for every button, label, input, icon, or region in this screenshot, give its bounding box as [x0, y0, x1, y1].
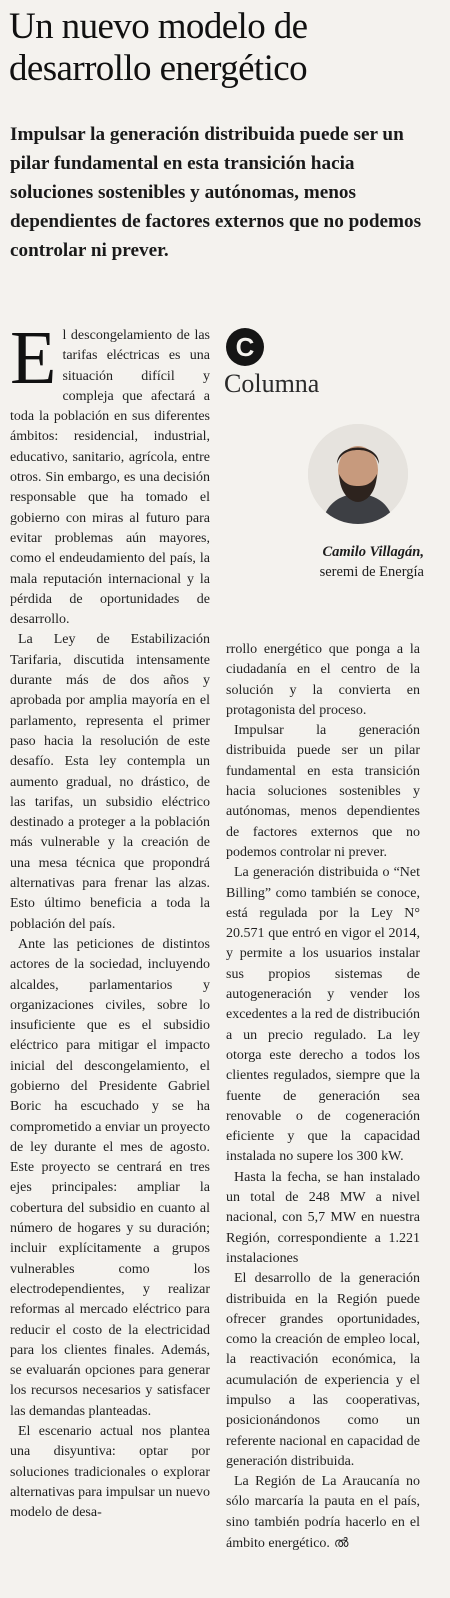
column-right — [226, 640, 420, 1554]
paragraph-1 — [10, 316, 210, 630]
section-label: Columna — [224, 369, 320, 398]
column-badge-icon: C — [226, 328, 264, 366]
article-title — [9, 6, 445, 90]
paragraph-8: Hasta la fecha, se han instalado un total de 248 MW a nivel nacional, con 5,7 MW en nuestra Región, correspondiente a 1.221 instalaciones — [226, 1169, 420, 1266]
paragraph-9: El desarrollo de la generación distribuida en la Región puede ofrecer grandes oportunidades, como la creación de empleo local, la reactivación económica, la acumulación de experiencia y el impulso a las cooperativas, posicionándonos como un referente nacional en capacidad de generación distribuida. — [226, 1271, 420, 1469]
article-lead: Impulsar la generación distribuida puede ser un pilar fundamental en esta transición hacia soluciones sostenibles y autónomas, menos dependientes de factores externos que no podemos controlar ni prever. — [10, 124, 422, 261]
paragraph-10 — [226, 1472, 420, 1554]
paragraph-5: rrollo energético que ponga a la ciudadanía en el centro de la solución y la convierta en protagonista del proceso. — [226, 642, 420, 718]
paragraph-1-text: l descongelamiento de las tarifas eléctricas es una situación difícil y compleja que afectará a toda la población en sus diferentes ámbitos: residencial, industrial, educativo, sanitario, agrícola, entre otros. Sin embargo, es una decisión responsable que ha tomado el gobierno con miras al futuro para evitar problemas aún mayores, como el endeudamiento del país, la mala reputación internacional y la pérdida de oportunidades de desarrollo. — [10, 328, 210, 628]
end-mark-icon: ൽ — [333, 1535, 349, 1551]
author-byline — [320, 542, 424, 582]
paragraph-6: Impulsar la generación distribuida puede ser un pilar fundamental en esta transición hacia soluciones sostenibles y autónomas, menos dependientes de factores externos que no podemos controlar ni prever. — [226, 723, 420, 860]
author-portrait-icon — [308, 424, 408, 524]
author-role: seremi de Energía — [319, 564, 424, 580]
author-photo — [308, 424, 408, 524]
paragraph-3: Ante las peticiones de distintos actores de la sociedad, incluyendo alcaldes, parlamentarios y organizaciones civiles, sobre lo insuficiente que es el subsidio eléctrico para mitigar el impacto inicial del descongelamiento, el gobierno del Presidente Gabriel Boric ha escuchado y se ha comprometido a enviar un proyecto de ley durante el mes de agosto. Este proyecto se centrará en tres ejes principales: ampliar la cobertura del subsidio en cuanto al número de hogares y su duración; incluir explícitamente a grupos vulnerables como los electrodependientes, y realizar reformas al mercado eléctrico para reducir el costo de la electricidad para los clientes finales. Además, se evaluarán opciones para generar los recursos necesarios y satisfacer las demandas planteadas. — [10, 936, 210, 1419]
drop-cap: E — [10, 316, 57, 400]
column-left — [10, 316, 210, 1524]
paragraph-4: El escenario actual nos plantea una disyuntiva: optar por soluciones tradicionales o explorar alternativas para impulsar un nuevo modelo de desa- — [10, 1424, 210, 1521]
title-line-1: Un nuevo modelo de — [9, 6, 308, 47]
paragraph-7: La generación distribuida o “Net Billing” como también se conoce, está regulada por la Ley N° 20.571 que entró en vigor el 2014, y permite a los usuarios instalar sus propios sistemas de autogeneración y vender los excedentes a la red de distribución a un precio regulado. La ley otorga este derecho a todos los clientes regulados, siempre que la fuente de generación sea renovable o de cogeneración eficiente y que la capacidad instalada no supere los 300 kW. — [226, 865, 420, 1165]
paragraph-2: La Ley de Estabilización Tarifaria, discutida intensamente durante más de dos años y aprobada por amplia mayoría en el parlamento, representa el primer paso hacia la resolución de este desafío. Esta ley contempla un aumento gradual, no drástico, de las tarifas, un subsidio eléctrico destinado a proteger a la población más vulnerable y la creación de una mesa técnica que propondrá alternativas para frenar las alzas. Esto último beneficia a toda la población del país. — [10, 632, 210, 932]
title-line-2: desarrollo energético — [9, 48, 307, 89]
paragraph-10-text: La Región de La Araucanía no sólo marcaría la pauta en el país, sino también podría hacerlo en el ámbito energético. — [226, 1474, 420, 1552]
author-name: Camilo Villagán, — [322, 544, 424, 560]
